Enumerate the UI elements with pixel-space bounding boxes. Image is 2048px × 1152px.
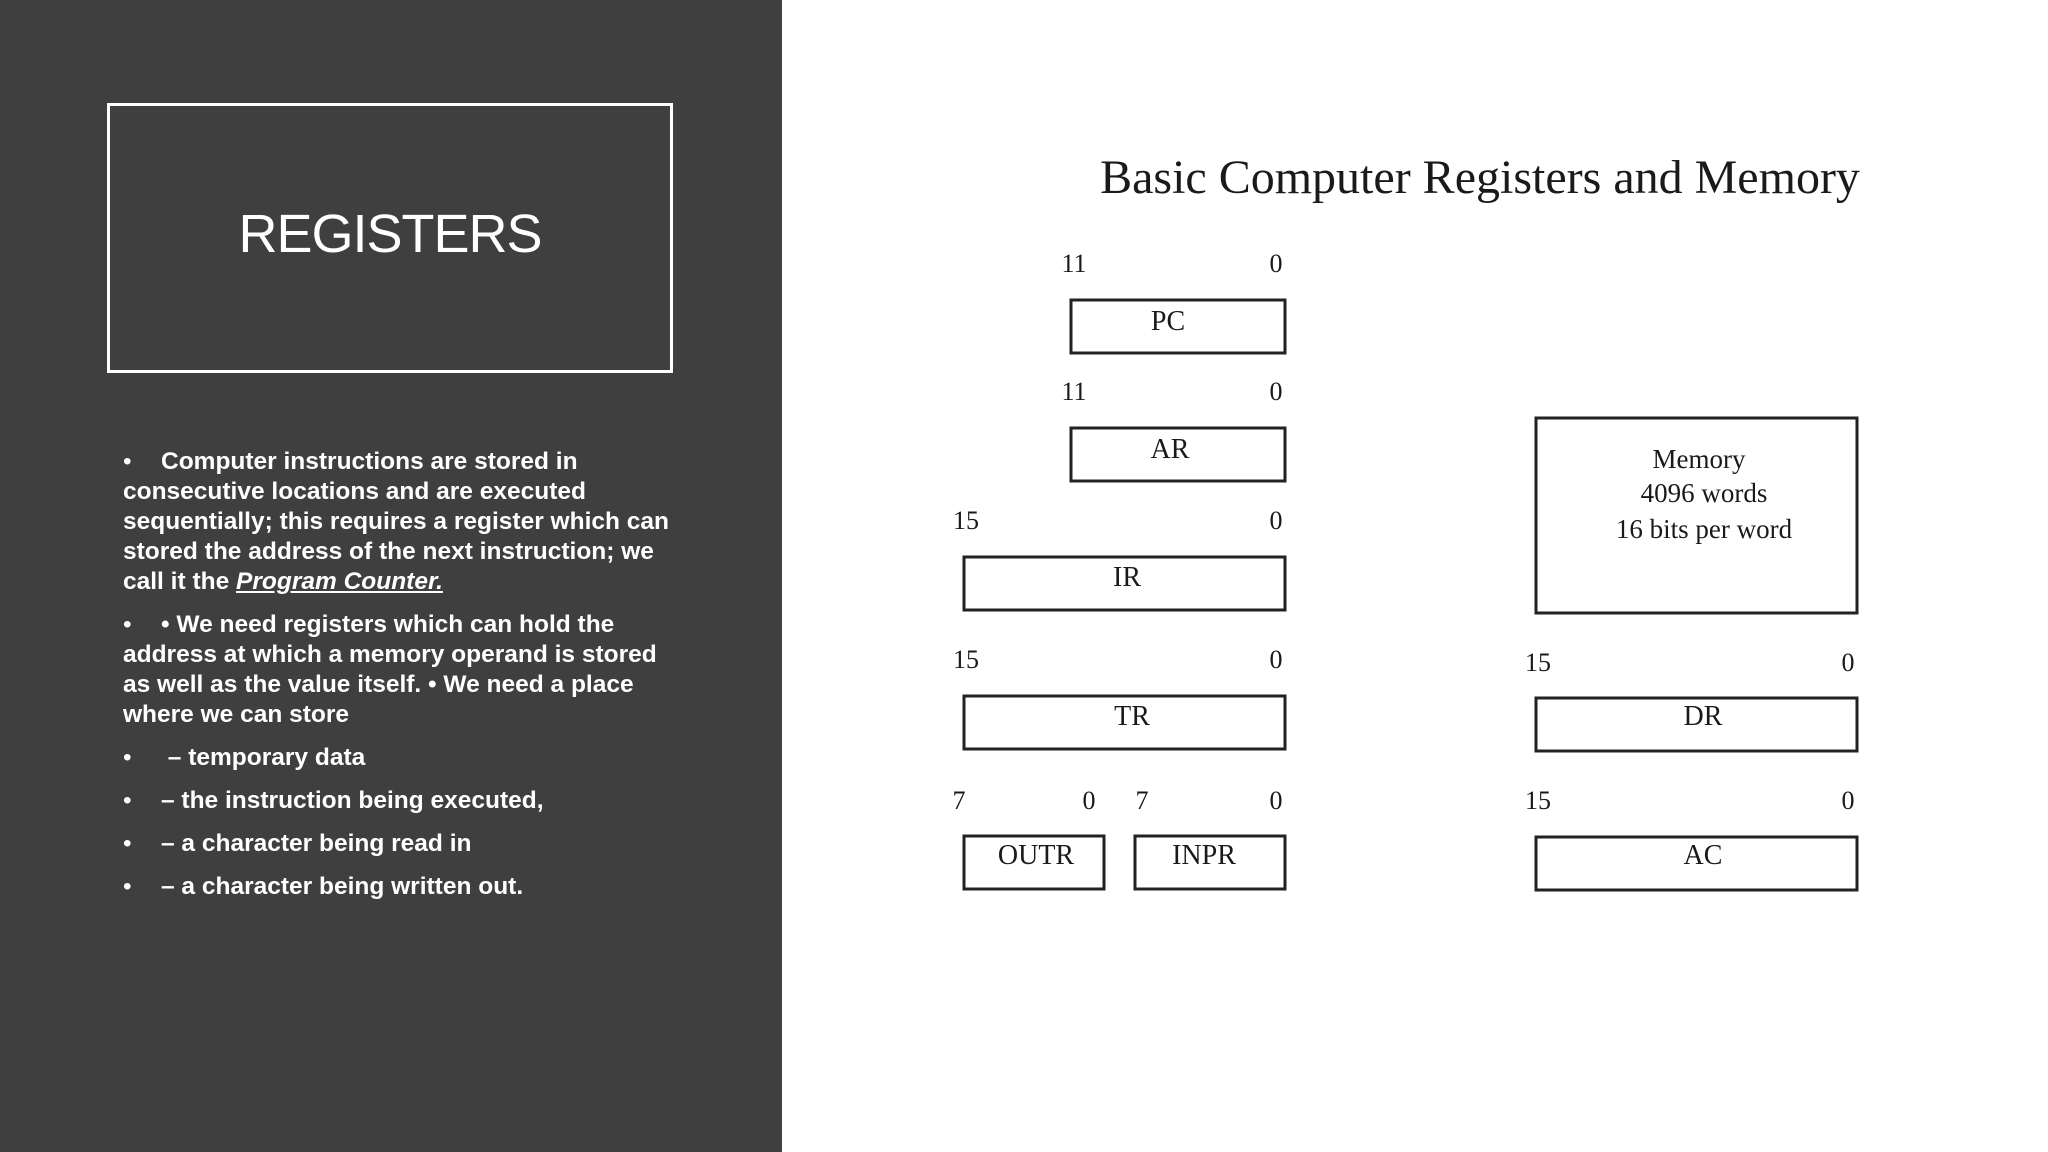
ir-lo-bit: 0 [1269,506,1283,535]
dr-lo-bit: 0 [1841,648,1855,677]
tr-label: TR [1114,701,1150,732]
slide-title: REGISTERS [238,204,542,264]
bullet-item [123,743,683,773]
program-counter-link: Program Counter. [236,568,443,595]
bullet-icon [123,829,161,859]
ac-lo-bit: 0 [1841,786,1855,815]
memory-line3: 16 bits per word [1615,514,1793,544]
bullet-text: – temporary data [161,744,366,771]
ac-label: AC [1683,840,1723,871]
bullet-text: – a character being written out. [161,873,524,900]
pc-hi-bit: 11 [1061,249,1087,278]
bullet-text: Computer instructions are stored in consecutive locations and are executed sequentially; this requires a register which can stored the address of the next instruction; we call it the [123,448,669,595]
bullet-item [123,447,683,597]
diagram-title: Basic Computer Registers and Memory [1100,151,1860,204]
bullet-text: • We need registers which can hold the address at which a memory operand is stored as well as the value itself. • We need a place where we can store [123,611,657,728]
pc-label: PC [1150,306,1186,337]
bullet-list [123,447,683,915]
outr-label: OUTR [997,840,1075,871]
memory-line2: 4096 words [1640,478,1768,508]
left-panel [0,0,782,1152]
ac-hi-bit: 15 [1525,786,1551,815]
right-panel [782,0,2048,1152]
ar-label: AR [1150,434,1190,465]
inpr-lo-bit: 0 [1269,786,1283,815]
bullet-icon [123,447,161,477]
outr-hi-bit: 7 [952,786,966,815]
tr-lo-bit: 0 [1269,645,1283,674]
bullet-icon [123,743,161,773]
dr-label: DR [1683,701,1723,732]
bullet-icon [123,786,161,816]
bullet-item [123,829,683,859]
ar-lo-bit: 0 [1269,377,1283,406]
bullet-icon [123,872,161,902]
bullet-text: – a character being read in [161,830,472,857]
title-box [107,103,673,373]
registers-diagram [782,0,2048,1152]
bullet-item [123,610,683,730]
bullet-text: – the instruction being executed, [161,787,544,814]
bullet-item [123,786,683,816]
ir-hi-bit: 15 [953,506,979,535]
ar-hi-bit: 11 [1061,377,1087,406]
outr-lo-bit: 0 [1082,786,1096,815]
tr-hi-bit: 15 [953,645,979,674]
memory-line1: Memory [1652,444,1746,474]
inpr-label: INPR [1172,840,1236,871]
bullet-item [123,872,683,902]
dr-hi-bit: 15 [1525,648,1551,677]
bullet-icon [123,610,161,640]
inpr-hi-bit: 7 [1135,786,1149,815]
ir-label: IR [1113,562,1141,593]
pc-lo-bit: 0 [1269,249,1283,278]
